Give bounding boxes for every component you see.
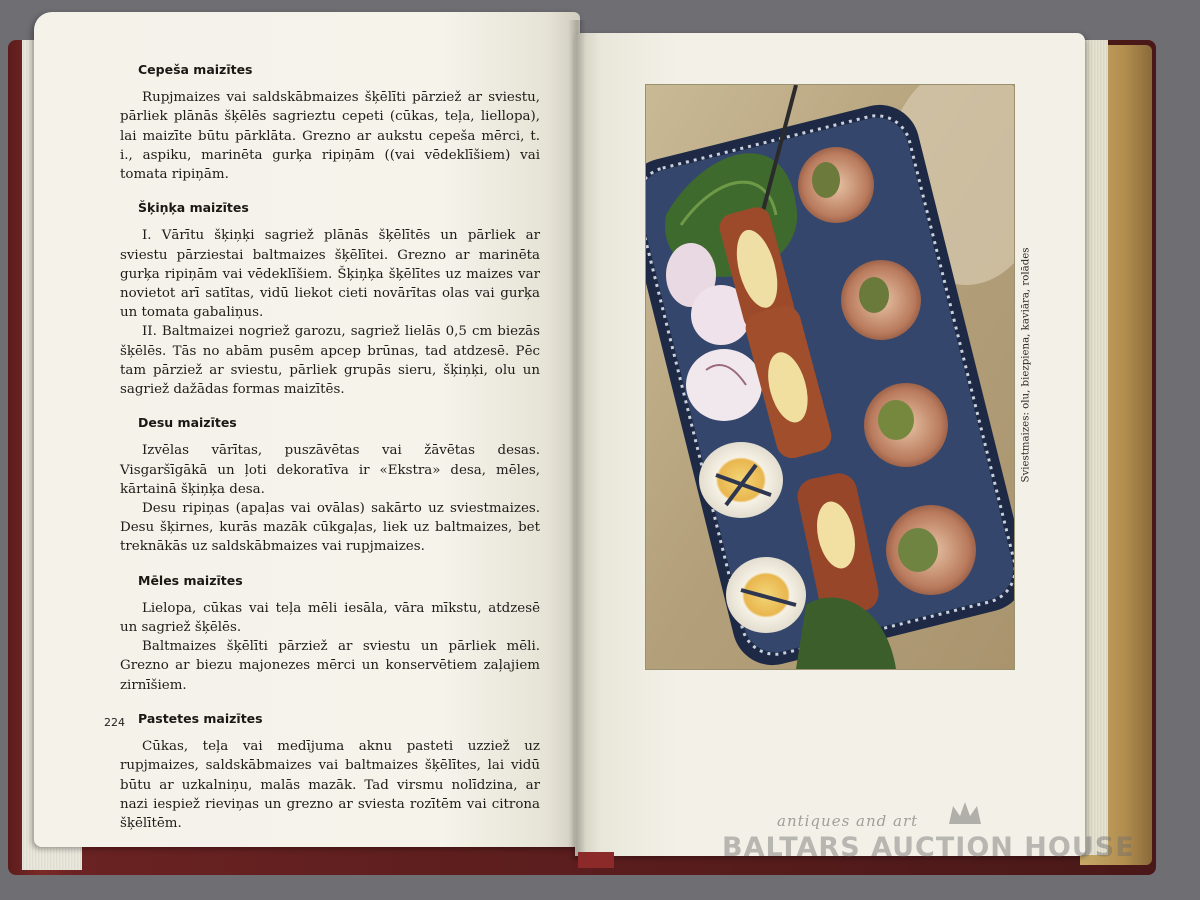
recipe-paragraph: Izvēlas vārītas, puszāvētas vai žāvētas desas. Visgaršīgākā un ļoti dekoratīva ir «Ekstra» desa, mēles, kārtainā šķiņķa desa. xyxy=(120,443,540,497)
recipe-paragraph: II. Baltmaizei nogriež garozu, sagriež lielās 0,5 cm biezās šķēlēs. Tās no abām pusēm apcep brūnas, tad atdzesē. Pēc tam pārziež ar sviestu, pārliek grupās sieru, šķiņķi, olu un sagriež dažādas formas maizītēs. xyxy=(120,324,540,398)
recipe-paragraph: Lielopa, cūkas vai teļa mēli iesāla, vāra mīkstu, atdzesē un sagriež šķēlēs. xyxy=(120,600,540,636)
recipe-text-column xyxy=(120,60,540,833)
page-number: 224 xyxy=(104,716,125,729)
section-heading: Cepeša maizītes xyxy=(138,62,253,77)
crown-icon xyxy=(947,800,983,828)
section-heading: Desu maizītes xyxy=(138,415,237,431)
watermark-tagline: antiques and art xyxy=(777,812,919,830)
bookmark-ribbon xyxy=(578,852,614,868)
section-heading: Šķiņķa maizītes xyxy=(138,200,249,216)
plate-caption-text: Sviestmaizes: olu, biezpiena, kaviāra, rolādes xyxy=(1020,247,1032,483)
recipe-paragraph: Cūkas, teļa vai medījuma aknu pasteti uzziež uz rupjmaizes, saldskābmaizes vai baltmaizes šķēlītes, lai vidū būtu ar uzkalniņu, malās mazāk. Tad virsmu nolīdzina, ar nazi iespiež rieviņas un grezno ar sviesta rozītēm vai citrona šķēlītēm. xyxy=(120,739,540,831)
section-heading: Pastetes maizītes xyxy=(138,710,263,726)
food-photo-plate xyxy=(645,84,1015,670)
recipe-paragraph: Desu ripiņas (apaļas vai ovālas) sakārto uz sviestmaizes. Desu šķirnes, kurās mazāk cūkgaļas, liek uz baltmaizes, bet treknākās uz saldskābmaizes vai rupjmaizes. xyxy=(120,501,540,555)
watermark-brand: BALTARS AUCTION HOUSE xyxy=(722,832,1135,863)
sandwich-tray-illustration xyxy=(646,85,1014,669)
recipe-paragraph: Baltmaizes šķēlīti pārziež ar sviestu un pārliek mēli. Grezno ar biezu majonezes mērci un konservētiem zaļajiem zirnīšiem. xyxy=(120,639,540,693)
recipe-paragraph: I. Vārītu šķiņķi sagriež plānās šķēlītēs un pārliek ar sviestu pārziestai baltmaizes šķēlītei. Grezno ar marinēta gurķa ripiņām vai vēdeklīšiem. Šķiņķa šķēlītes uz maizes var novietot arī satītas, vidū liekot cieti novārītas olas vai gurķa un tomata gabaliņus. xyxy=(120,228,540,321)
section-heading: Mēles maizītes xyxy=(138,572,243,588)
recipe-paragraph: Rupjmaizes vai saldskābmaizes šķēlīti pārziež ar sviestu, pārliek plānās šķēlēs sagrieztu cepeti (cūkas, teļa, liellopa), lai maizīte būtu pārklāta. Grezno ar aukstu cepeša mērci, t. i., aspiku, marinēta gurķa ripiņām ((vai vēdeklīšiem) vai tomata ripiņām. xyxy=(120,90,540,183)
book-gutter xyxy=(568,20,586,860)
